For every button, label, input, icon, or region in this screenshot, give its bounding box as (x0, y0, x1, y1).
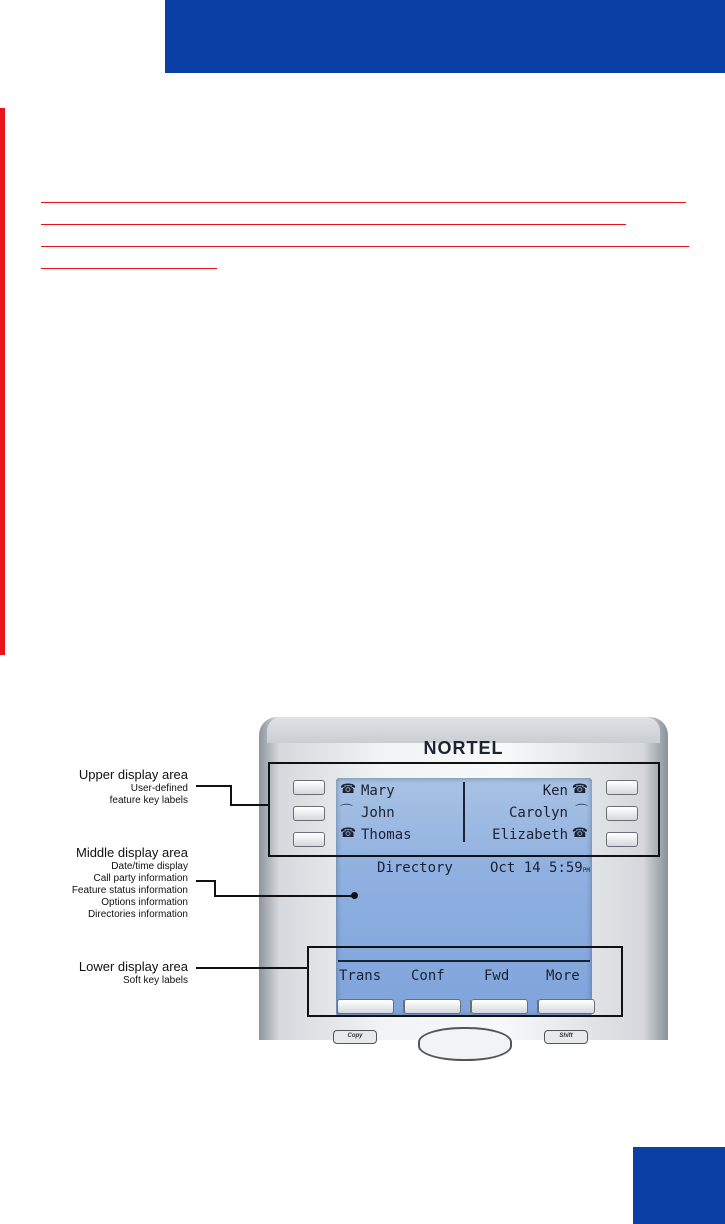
callout-line: User-defined (130, 783, 188, 794)
line-label-right-1: Ken (542, 783, 568, 799)
hyperlink-underline-3[interactable] (41, 246, 689, 247)
margin-change-bar (0, 108, 5, 655)
handset-icon: ⌒ (574, 804, 588, 819)
upper-callout-connector-h2 (230, 804, 270, 806)
ampm-indicator: PM (582, 867, 590, 874)
phone-on-hook-icon: ☎ (340, 782, 357, 797)
hyperlink-underline-1[interactable] (41, 202, 686, 203)
hyperlink-underline-4[interactable] (41, 268, 217, 269)
middle-callout-dot (351, 892, 358, 899)
upper-display-callout-box (268, 762, 660, 857)
callout-title: Upper display area (78, 767, 188, 782)
softkey-label-3: Fwd (484, 968, 510, 984)
screen-title: Directory (377, 860, 453, 876)
softkey-label-1: Trans (339, 968, 382, 984)
date-value: Oct 14 (490, 860, 541, 876)
header-bar (165, 0, 725, 73)
line-label-right-2: Carolyn (508, 805, 568, 821)
callout-line: Directories information (87, 909, 188, 920)
lower-callout-connector (196, 967, 309, 969)
date-time-display (490, 860, 590, 879)
callout-line: Options information (101, 897, 188, 908)
middle-callout-connector-h1 (196, 880, 215, 882)
middle-display-label (40, 845, 188, 921)
hyperlink-underline-2[interactable] (41, 224, 626, 225)
line-label-left-2: John (361, 805, 395, 821)
upper-callout-connector-v (230, 785, 232, 806)
upper-display-label (40, 767, 188, 807)
callout-title: Middle display area (75, 845, 188, 860)
callout-line: Date/time display (111, 861, 188, 872)
softkey-label-4: More (546, 968, 580, 984)
brand-logo: NORTEL (423, 738, 504, 758)
softkey-label-2: Conf (411, 968, 445, 984)
callout-line: Call party information (93, 873, 188, 884)
time-value: 5:59 (549, 860, 583, 876)
callout-line: feature key labels (109, 795, 188, 806)
handset-icon: ⌒ (340, 804, 354, 819)
line-label-left-3: Thomas (361, 827, 412, 843)
middle-callout-connector-h2 (214, 895, 353, 897)
lower-display-callout-box (307, 946, 623, 1017)
phone-ringing-icon: ☎ (340, 826, 357, 841)
shift-button[interactable]: Shift (544, 1030, 588, 1044)
phone-on-hook-icon: ☎ (571, 782, 588, 797)
page-number-tab (633, 1147, 725, 1224)
callout-line: Feature status information (71, 885, 188, 896)
callout-line: Soft key labels (122, 975, 188, 986)
line-label-right-3: Elizabeth (492, 827, 568, 843)
phone-ringing-icon: ☎ (571, 826, 588, 841)
line-label-left-1: Mary (361, 783, 395, 799)
upper-callout-connector-h1 (196, 785, 232, 787)
callout-title: Lower display area (78, 959, 188, 974)
lower-display-label (40, 959, 188, 987)
copy-button[interactable]: Copy (333, 1030, 377, 1044)
navigation-cluster[interactable] (418, 1027, 512, 1061)
